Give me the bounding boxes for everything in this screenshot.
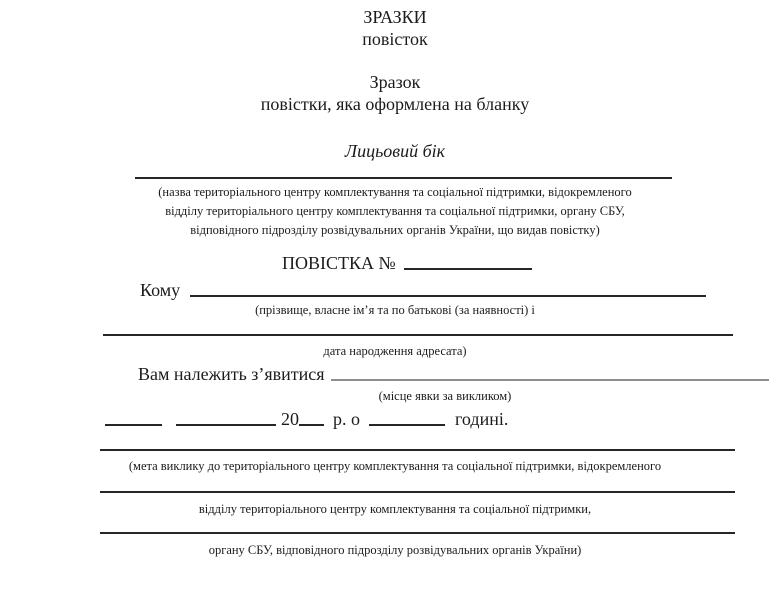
purpose-caption-line3: органу СБУ, відповідного підрозділу розвідувальних органів України)	[208, 543, 582, 557]
date-time-line	[105, 408, 508, 430]
summons-number-label: ПОВІСТКА №	[282, 253, 396, 273]
issuer-name-blank-line	[135, 177, 672, 179]
issuer-caption-line1: (назва територіального центру комплектування та соціальної підтримки, відокремленого	[158, 185, 632, 199]
front-side-label: Лицьовий бік	[344, 141, 446, 161]
purpose-blank-line3	[100, 532, 735, 534]
sample-title: Зразок	[369, 72, 421, 92]
issuer-caption-line2: відділу територіального центру комплектування та соціальної підтримки, органу СБУ,	[165, 204, 625, 218]
purpose-caption-line2: відділу територіального центру комплектування та соціальної підтримки,	[198, 502, 592, 516]
addressee-name-blank	[190, 281, 706, 297]
sample-subtitle: повістки, яка оформлена на бланку	[260, 94, 530, 114]
year-blank	[299, 410, 324, 426]
month-blank	[176, 410, 276, 426]
summons-number-line	[282, 252, 532, 274]
hour-blank	[369, 410, 445, 426]
issuer-caption-line3: відповідного підрозділу розвідувальних органів України, що видав повістку)	[190, 223, 600, 237]
appearance-place-caption: (місце явки за викликом)	[378, 389, 512, 403]
birthdate-caption: дата народження адресата)	[323, 344, 467, 358]
addressee-line	[140, 279, 706, 301]
appearance-label: Вам належить з’явитися	[138, 364, 325, 384]
day-blank	[105, 410, 162, 426]
addressee-label: Кому	[140, 280, 181, 300]
samples-title: ЗРАЗКИ	[363, 7, 427, 27]
appearance-line	[138, 363, 769, 385]
addressee-name-caption: (прізвище, власне ім’я та по батькові (за наявності) і	[255, 303, 535, 317]
purpose-caption-line1: (мета виклику до територіального центру комплектування та соціальної підтримки, відокремленого	[128, 459, 662, 473]
year-suffix-label: р. о	[333, 409, 360, 429]
birthdate-blank-line	[103, 334, 733, 336]
purpose-blank-line1	[100, 449, 735, 451]
samples-subtitle: повісток	[362, 29, 428, 49]
summons-number-blank	[404, 254, 532, 270]
year-century-prefix: 20	[281, 409, 299, 429]
purpose-blank-line2	[100, 491, 735, 493]
hour-suffix-label: годині.	[455, 409, 509, 429]
appearance-place-blank	[331, 365, 769, 381]
